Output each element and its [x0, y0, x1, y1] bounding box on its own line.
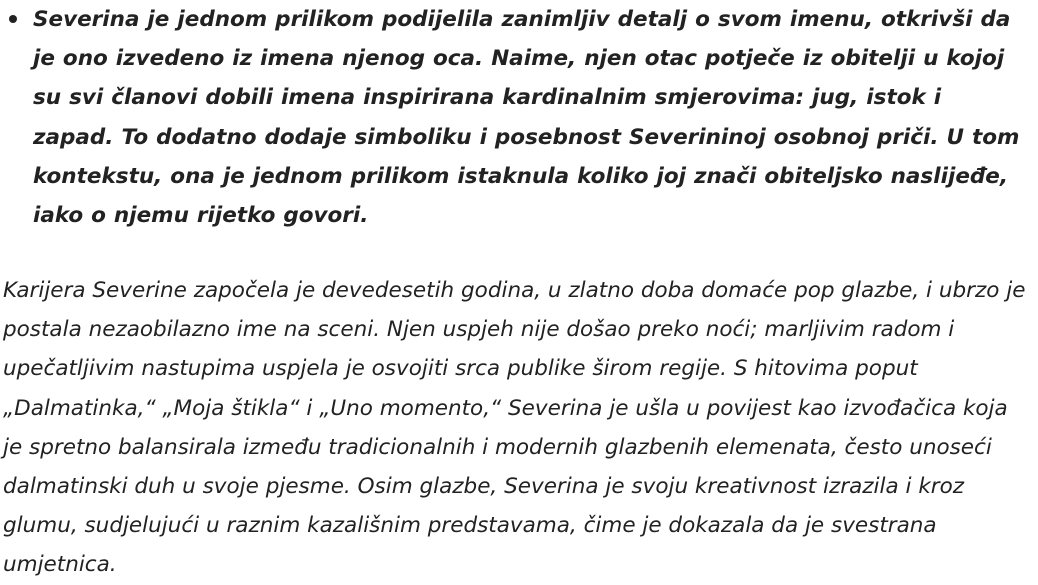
bullet-item-text: Severina je jednom prilikom podijelila zanimljiv detalj o svom imenu, otkrivši da je ono izvedeno iz imena njenog oca. Naime, njen otac potječe iz obitelji u kojoj su svi članovi dobili imena inspirirana kardinalnim smjerovima: jug, istok i zapad. To dodatno dodaje simboliku i posebnost Severininoj osobnoj priči. U tom kontekstu, ona je jednom prilikom istaknula koliko joj znači obiteljsko naslijeđe, iako o njemu rijetko govori. — [33, 7, 1020, 229]
article-paragraph: Karijera Severine započela je devedesetih godina, u zlatno doba domaće pop glazbe, i ubrzo je postala nezaobilazno ime na sceni. Njen uspjeh nije došao preko noći; marljivim radom i upečatljivim nastupima uspjela je osvojiti srca publike širom regije. S hitovima poput „Dalmatinka,“ „Moja štikla“ i „Uno momento,“ Severina je ušla u povijest kao izvođačica koja je spretno balansirala između tradicionalnih i modernih glazbenih elemenata, često unoseći dalmatinski duh u svoje pjesme. Osim glazbe, Severina je svoju kreativnost izrazila i kroz glumu, sudjelujući u raznim kazališnim predstavama, čime je dokazala da je svestrana umjetnica. — [3, 278, 1026, 578]
bullet-dot-icon — [9, 15, 17, 23]
